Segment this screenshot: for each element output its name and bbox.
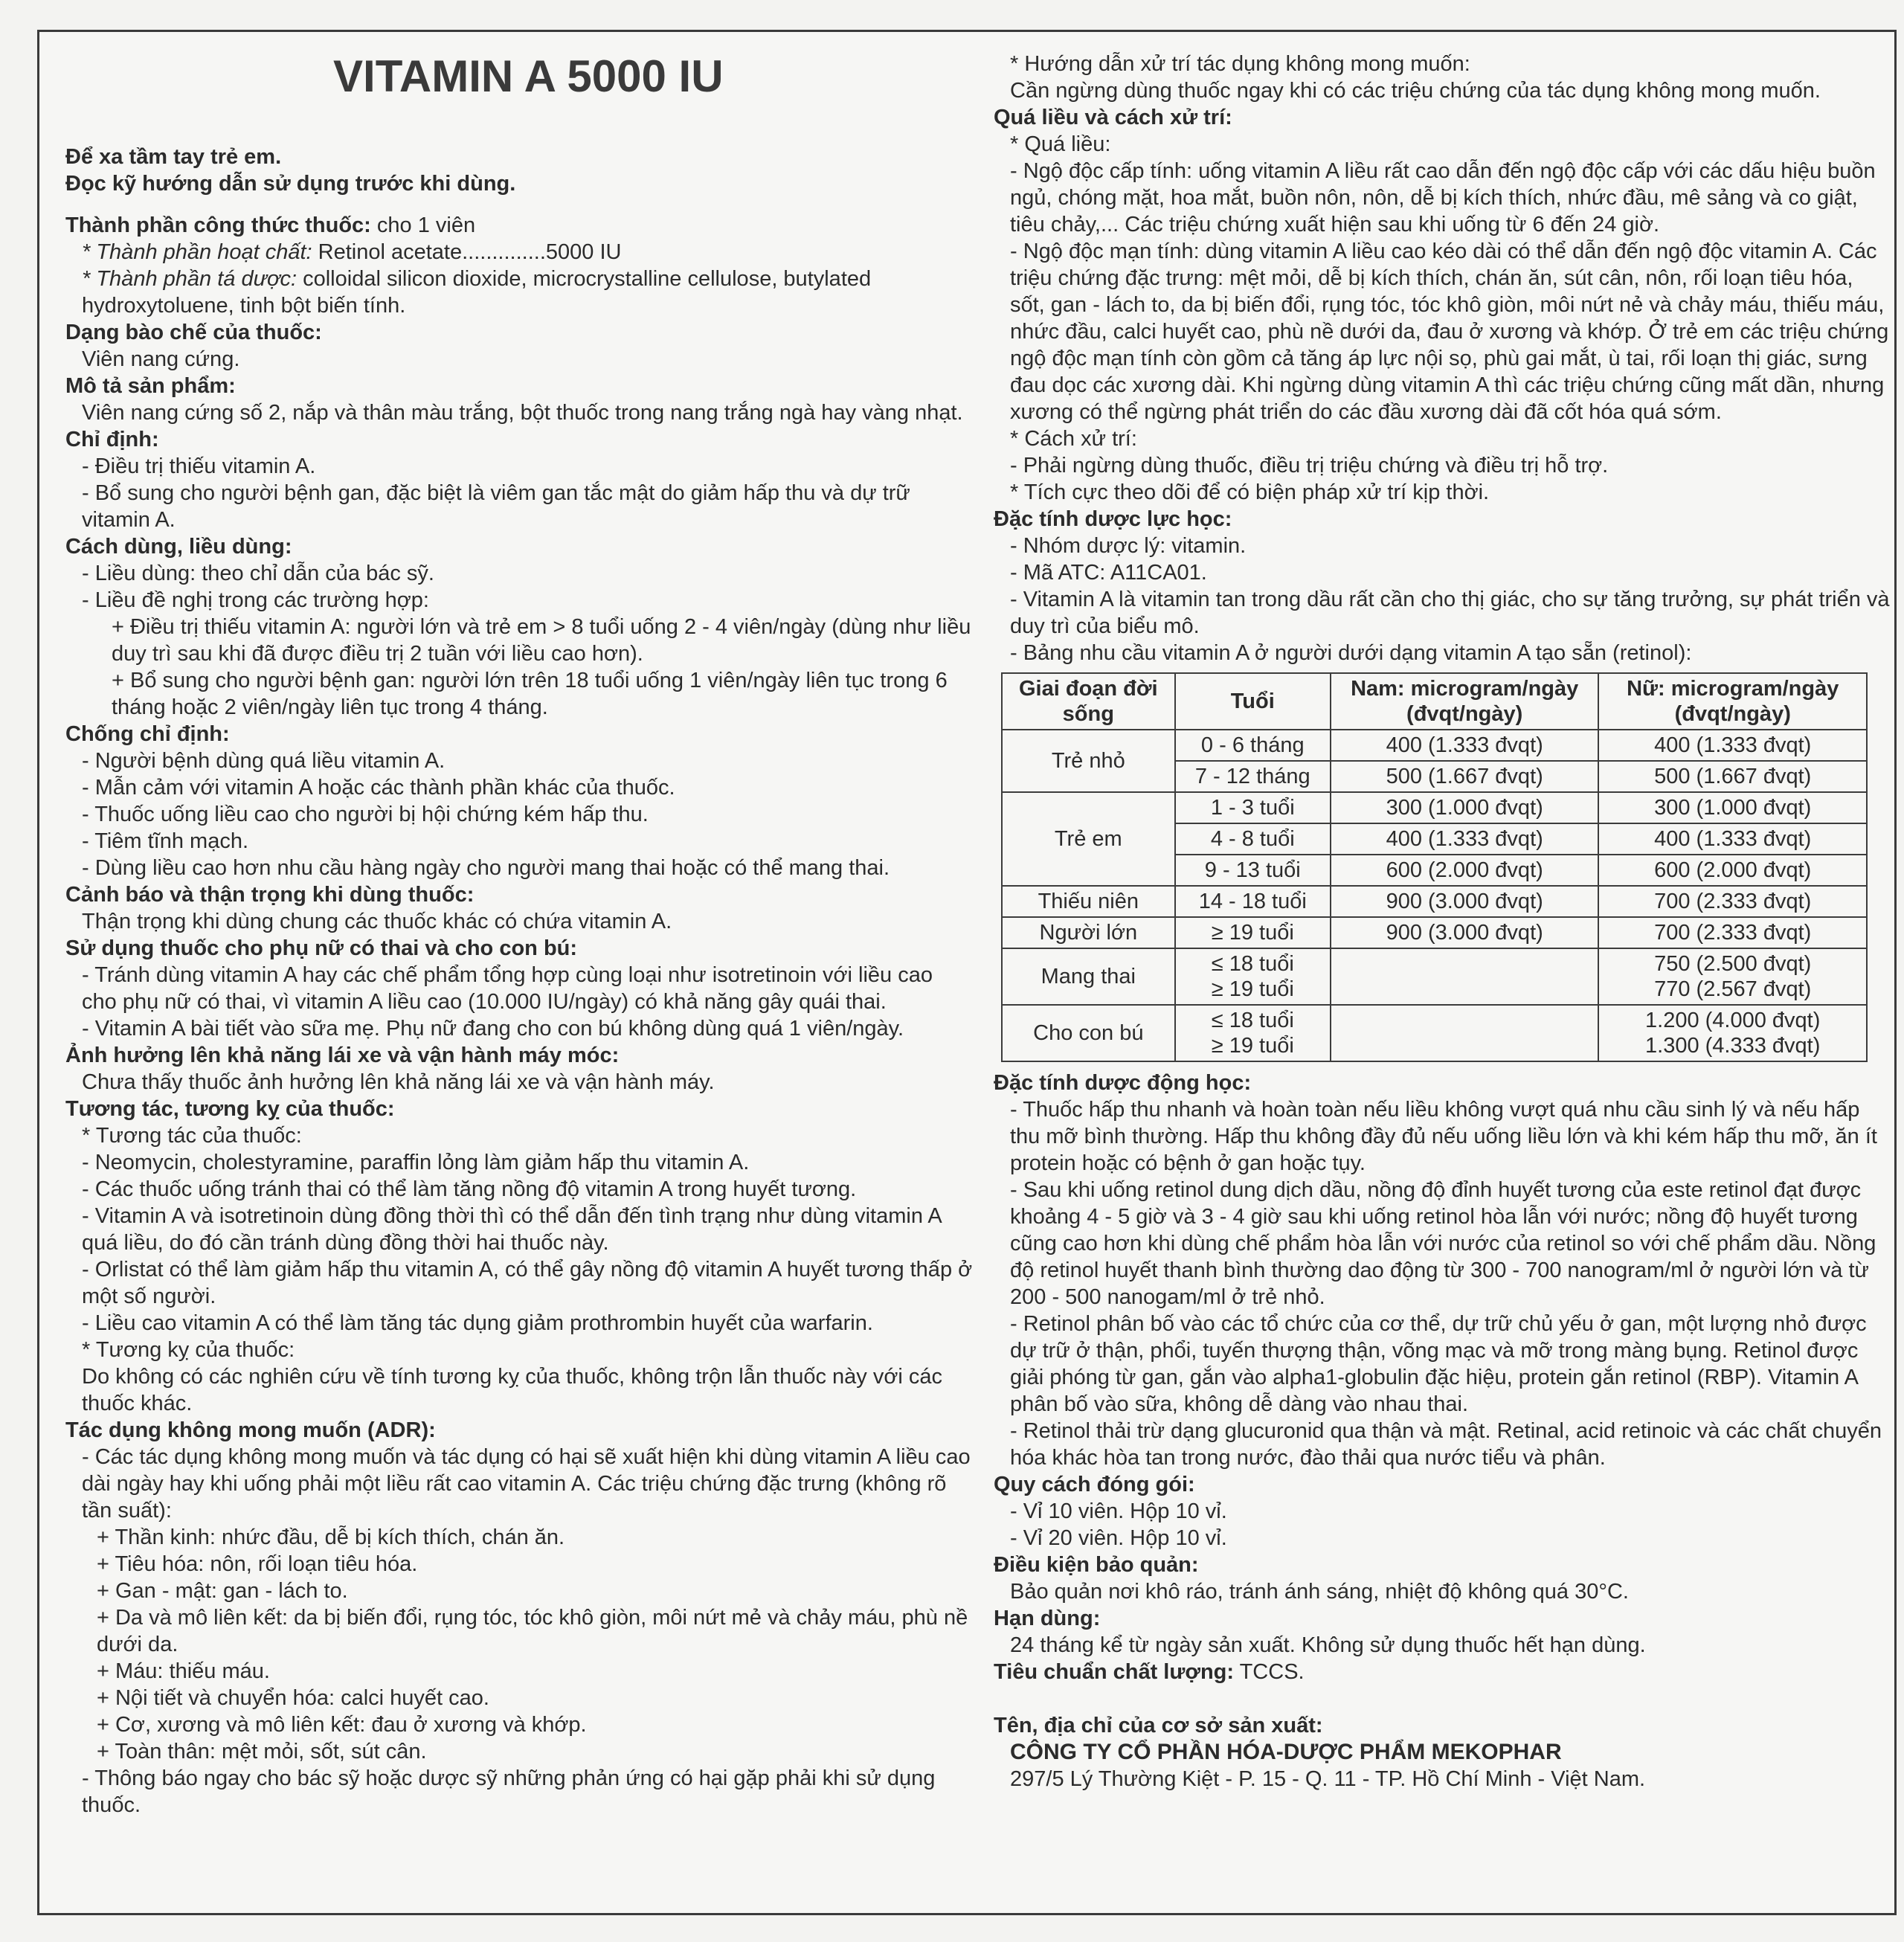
indication-item: - Bổ sung cho người bệnh gan, đặc biệt là viêm gan tắc mật do giảm hấp thu và dự trữ vitamin A. (82, 481, 910, 532)
adr-item: + Máu: thiếu máu. (97, 1659, 270, 1683)
document-title: VITAMIN A 5000 IU (333, 51, 724, 101)
storage-text: Bảo quản nơi khô ráo, tránh ánh sáng, nhiệt độ không quá 30°C. (1010, 1580, 1629, 1604)
table-cell-male: 300 (1.000 đvqt) (1331, 792, 1599, 823)
pharmacodynamics-heading: Đặc tính dược lực học: (994, 507, 1232, 531)
table-cell-stage: Trẻ nhỏ (1002, 730, 1175, 792)
female-line: 1.200 (4.000 đvqt) (1645, 1009, 1821, 1032)
interaction-item: - Liều cao vitamin A có thể làm tăng tác dụng giảm prothrombin huyết của warfarin. (82, 1311, 873, 1335)
manufacturer-name: CÔNG TY CỔ PHẦN HÓA-DƯỢC PHẨM MEKOPHAR (1010, 1740, 1562, 1764)
pharmacokinetics-item: - Thuốc hấp thu nhanh và hoàn toàn nếu liều không vượt quá nhu cầu sinh lý và nếu hấp thu mỡ bình thường. Hấp thu không đầy đủ nếu uống liều lớn và khi kém hấp thu mỡ, ăn ít protein hoặc có bệnh ở gan hoặc tụy. (1010, 1098, 1877, 1175)
overdose-item: * Tích cực theo dõi để có biện pháp xử trí kịp thời. (1010, 480, 1490, 504)
table-cell-age: 14 - 18 tuổi (1175, 886, 1331, 917)
table-cell-age: 9 - 13 tuổi (1175, 855, 1331, 886)
composition-line (65, 212, 973, 239)
caution-text: Thận trọng khi dùng chung các thuốc khác có chứa vitamin A. (82, 910, 672, 933)
pharmacokinetics-item: - Retinol thải trừ dạng glucuronid qua thận và mật. Retinal, acid retinoic và các chất chuyển hóa khác hòa tan trong nước, đào thải qua nước tiểu và phân. (1010, 1419, 1882, 1470)
table-cell-age: 4 - 8 tuổi (1175, 823, 1331, 855)
adr-item: + Cơ, xương và mô liên kết: đau ở xương và khớp. (97, 1713, 587, 1737)
description-heading: Mô tả sản phẩm: (65, 374, 236, 398)
table-cell-female: 500 (1.667 đvqt) (1598, 761, 1867, 792)
table-cell-male: 600 (2.000 đvqt) (1331, 855, 1599, 886)
table-header: Nam: microgram/ngày (đvqt/ngày) (1331, 673, 1599, 730)
table-cell-male: 900 (3.000 đvqt) (1331, 886, 1599, 917)
table-cell-female: 400 (1.333 đvqt) (1598, 730, 1867, 761)
table-cell-male: 900 (3.000 đvqt) (1331, 917, 1599, 948)
interaction-item: Do không có các nghiên cứu về tính tương kỵ của thuốc, không trộn lẫn thuốc này với các thuốc khác. (82, 1365, 942, 1415)
warning-read-instructions: Đọc kỹ hướng dẫn sử dụng trước khi dùng. (65, 172, 516, 196)
pregnancy-item: - Tránh dùng vitamin A hay các chế phẩm tổng hợp cùng loại như isotretinoin với liều cao cho phụ nữ có thai, vì vitamin A liều cao (10.000 IU/ngày) có khả năng gây quái thai. (82, 963, 933, 1014)
manufacturer-address: 297/5 Lý Thường Kiệt - P. 15 - Q. 11 - TP. Hồ Chí Minh - Việt Nam. (1010, 1767, 1646, 1791)
active-label: * Thành phần hoạt chất: (82, 240, 312, 264)
pharmacokinetics-item: - Retinol phân bố vào các tổ chức của cơ thể, dự trữ chủ yếu ở gan, một lượng nhỏ được dự trữ ở thận, phổi, tuyến thượng thận, võng mạc và mỡ trong màng bụng. Retinol được giải phóng từ gan, gắn vào alpha1-globulin đặc hiệu, protein gắn retinol (RBP). Vitamin A phân bố vào sữa, không dễ dàng vào nhau thai. (1010, 1312, 1867, 1416)
adr-item: + Gan - mật: gan - lách to. (97, 1579, 348, 1603)
table-row (1002, 917, 1867, 948)
age-line: ≤ 18 tuổi (1211, 1009, 1294, 1032)
left-column (65, 39, 973, 1819)
table-cell-age: 7 - 12 tháng (1175, 761, 1331, 792)
indications-heading: Chỉ định: (65, 428, 159, 451)
table-header: Tuổi (1175, 673, 1331, 730)
excipients (65, 266, 973, 319)
interactions-heading: Tương tác, tương kỵ của thuốc: (65, 1097, 395, 1121)
usage-item: - Liều đề nghị trong các trường hợp: (82, 588, 429, 612)
table-header-row (1002, 673, 1867, 730)
excipient-value: colloidal silicon dioxide, microcrystalline cellulose, butylated hydroxytoluene, tinh bột biến tính. (82, 267, 872, 318)
table-cell-female: 300 (1.000 đvqt) (1598, 792, 1867, 823)
table-cell-stage: Cho con bú (1002, 1005, 1175, 1061)
adr-item: + Toàn thân: mệt mỏi, sốt, sút cân. (97, 1740, 427, 1763)
quality-standard-line (994, 1659, 1894, 1685)
overdose-item: - Ngộ độc mạn tính: dùng vitamin A liều cao kéo dài có thể dẫn đến ngộ độc vitamin A. Các triệu chứng đặc trưng: mệt mỏi, dễ bị kích thích, chán ăn, sút cân, nôn, rối loạn tiêu hóa, sốt, gan - lách to, da bị biến đổi, rụng tóc, tóc khô giòn, môi nứt nẻ và chảy máu, thiếu máu, nhức đầu, calci huyết cao, phù nề dưới da, đau ở xương và khớp. Ở trẻ em các triệu chứng ngộ độc mạn tính còn gồm cả tăng áp lực nội sọ, phù gai mắt, ù tai, rối loạn thị giác, sưng đau dọc các xương dài. Khi ngừng dùng vitamin A thì các triệu chứng cũng mất dần, nhưng xương có thể ngừng phát triển do các đầu xương dài đã cốt hóa quá sớm. (1010, 239, 1889, 424)
interaction-item: * Tương tác của thuốc: (82, 1124, 302, 1148)
warning-children: Để xa tầm tay trẻ em. (65, 145, 282, 169)
adr-heading: Tác dụng không mong muốn (ADR): (65, 1418, 436, 1442)
adr-item: + Thần kinh: nhức đầu, dễ bị kích thích, chán ăn. (97, 1525, 565, 1549)
table-cell-stage: Thiếu niên (1002, 886, 1175, 917)
adr-management-heading: * Hướng dẫn xử trí tác dụng không mong muốn: (1010, 52, 1470, 76)
manufacturer-heading: Tên, địa chỉ của cơ sở sản xuất: (994, 1714, 1323, 1737)
table-cell-female: 600 (2.000 đvqt) (1598, 855, 1867, 886)
usage-item: + Bổ sung cho người bệnh gan: người lớn trên 18 tuổi uống 1 viên/ngày liên tục trong 6 tháng hoặc 2 viên/ngày liên tục trong 4 tháng. (112, 669, 948, 719)
interaction-item: - Neomycin, cholestyramine, paraffin lỏng làm giảm hấp thu vitamin A. (82, 1151, 750, 1174)
quality-standard-value: TCCS. (1234, 1660, 1305, 1684)
quality-standard-heading: Tiêu chuẩn chất lượng: (994, 1660, 1235, 1684)
usage-item: - Liều dùng: theo chỉ dẫn của bác sỹ. (82, 562, 434, 585)
table-cell-female: 400 (1.333 đvqt) (1598, 823, 1867, 855)
pharmacokinetics-heading: Đặc tính dược động học: (994, 1071, 1252, 1095)
adr-item: - Các tác dụng không mong muốn và tác dụng có hại sẽ xuất hiện khi dùng vitamin A liều cao dài ngày hay khi uống phải một liều rất cao vitamin A. Các triệu chứng đặc trưng (không rõ tần suất): (82, 1445, 971, 1523)
age-line: ≥ 19 tuổi (1211, 977, 1294, 1001)
age-line: ≤ 18 tuổi (1211, 952, 1294, 976)
table-cell-male (1331, 1005, 1599, 1061)
table-cell-male (1331, 948, 1599, 1005)
packaging-item: - Vỉ 20 viên. Hộp 10 vỉ. (1010, 1526, 1227, 1550)
contraindication-item: - Mẫn cảm với vitamin A hoặc các thành phần khác của thuốc. (82, 776, 675, 800)
table-row (1002, 792, 1867, 823)
composition-heading: Thành phần công thức thuốc: (65, 213, 371, 237)
indication-item: - Điều trị thiếu vitamin A. (82, 454, 316, 478)
driving-heading: Ảnh hưởng lên khả năng lái xe và vận hành máy móc: (65, 1044, 620, 1067)
pharmacodynamics-item: - Mã ATC: A11CA01. (1010, 561, 1207, 585)
overdose-heading: Quá liều và cách xử trí: (994, 106, 1232, 129)
pregnancy-heading: Sử dụng thuốc cho phụ nữ có thai và cho con bú: (65, 936, 578, 960)
table-cell-age: 1 - 3 tuổi (1175, 792, 1331, 823)
table-cell-stage: Mang thai (1002, 948, 1175, 1005)
table-row (1002, 730, 1867, 761)
female-line: 770 (2.567 đvqt) (1654, 977, 1812, 1001)
adr-item: + Tiêu hóa: nôn, rối loạn tiêu hóa. (97, 1552, 418, 1576)
interaction-item: * Tương kỵ của thuốc: (82, 1338, 295, 1362)
pharmacodynamics-item: - Nhóm dược lý: vitamin. (1010, 534, 1247, 558)
table-cell-age: 0 - 6 tháng (1175, 730, 1331, 761)
adr-item: + Da và mô liên kết: da bị biến đổi, rụng tóc, tóc khô giòn, môi nứt mẻ và chảy máu, phù nề dưới da. (97, 1606, 968, 1656)
table-header: Nữ: microgram/ngày (đvqt/ngày) (1598, 673, 1867, 730)
expiry-text: 24 tháng kể từ ngày sản xuất. Không sử dụng thuốc hết hạn dùng. (1010, 1633, 1646, 1657)
packaging-heading: Quy cách đóng gói: (994, 1473, 1195, 1496)
adr-item: - Thông báo ngay cho bác sỹ hoặc dược sỹ những phản ứng có hại gặp phải khi sử dụng thuốc. (82, 1766, 936, 1817)
driving-text: Chưa thấy thuốc ảnh hưởng lên khả năng lái xe và vận hành máy. (82, 1070, 715, 1094)
dosage-form-heading: Dạng bào chế của thuốc: (65, 321, 322, 344)
table-cell-age: ≥ 19 tuổi (1175, 917, 1331, 948)
active-ingredient (65, 239, 973, 266)
table-cell-male: 400 (1.333 đvqt) (1331, 823, 1599, 855)
adr-management-text: Cần ngừng dùng thuốc ngay khi có các triệu chứng của tác dụng không mong muốn. (1010, 79, 1821, 103)
usage-item: + Điều trị thiếu vitamin A: người lớn và trẻ em > 8 tuổi uống 2 - 4 viên/ngày (dùng như liều duy trì sau khi đã được điều trị 2 tuần với liều cao hơn). (112, 615, 971, 666)
overdose-item: - Phải ngừng dùng thuốc, điều trị triệu chứng và điều trị hỗ trợ. (1010, 454, 1609, 478)
pharmacodynamics-item: - Vitamin A là vitamin tan trong dầu rất cần cho thị giác, cho sự tăng trưởng, sự phát triển và duy trì của biểu mô. (1010, 588, 1890, 638)
right-column (994, 51, 1894, 1793)
overdose-item: * Quá liều: (1010, 132, 1111, 156)
table-header: Giai đoạn đời sống (1002, 673, 1175, 730)
composition-tail: cho 1 viên (370, 213, 476, 237)
interaction-item: - Vitamin A và isotretinoin dùng đồng thời thì có thể dẫn đến tình trạng như dùng vitamin A quá liều, do đó cần tránh dùng đồng thời hai thuốc này. (82, 1204, 942, 1255)
contraindication-item: - Dùng liều cao hơn nhu cầu hàng ngày cho người mang thai hoặc có thể mang thai. (82, 856, 890, 880)
table-cell-female: 700 (2.333 đvqt) (1598, 917, 1867, 948)
table-cell-age (1175, 1005, 1331, 1061)
table-cell-female (1598, 948, 1867, 1005)
age-line: ≥ 19 tuổi (1211, 1034, 1294, 1058)
expiry-heading: Hạn dùng: (994, 1607, 1101, 1630)
contraindication-item: - Người bệnh dùng quá liều vitamin A. (82, 749, 446, 773)
packaging-item: - Vỉ 10 viên. Hộp 10 vỉ. (1010, 1499, 1227, 1523)
table-row (1002, 948, 1867, 1005)
dosage-form-text: Viên nang cứng. (82, 347, 240, 371)
excipient-label: * Thành phần tá dược: (82, 267, 298, 291)
table-row (1002, 1005, 1867, 1061)
interaction-item: - Orlistat có thể làm giảm hấp thu vitamin A, có thể gây nồng độ vitamin A huyết tương thấp ở một số người. (82, 1258, 973, 1308)
adr-item: + Nội tiết và chuyển hóa: calci huyết cao. (97, 1686, 489, 1710)
usage-heading: Cách dùng, liều dùng: (65, 535, 292, 559)
storage-heading: Điều kiện bảo quản: (994, 1553, 1199, 1577)
contraindication-item: - Tiêm tĩnh mạch. (82, 829, 249, 853)
table-cell-male: 400 (1.333 đvqt) (1331, 730, 1599, 761)
female-line: 750 (2.500 đvqt) (1654, 952, 1812, 976)
interaction-item: - Các thuốc uống tránh thai có thể làm tăng nồng độ vitamin A trong huyết tương. (82, 1177, 857, 1201)
overdose-item: * Cách xử trí: (1010, 427, 1137, 451)
table-cell-age (1175, 948, 1331, 1005)
active-value: Retinol acetate..............5000 IU (312, 240, 622, 264)
pregnancy-item: - Vitamin A bài tiết vào sữa mẹ. Phụ nữ đang cho con bú không dùng quá 1 viên/ngày. (82, 1017, 904, 1041)
table-cell-female: 700 (2.333 đvqt) (1598, 886, 1867, 917)
pharmacokinetics-item: - Sau khi uống retinol dung dịch dầu, nồng độ đỉnh huyết tương của este retinol đạt được khoảng 4 - 5 giờ và 3 - 4 giờ sau khi uống retinol hòa lẫn với nước; nồng độ huyết tương cũng cao hơn khi dùng chế phẩm hòa lẫn với nước của retinol so với chế phẩm dầu. Nồng độ retinol huyết thanh bình thường dao động từ 300 - 700 nanogram/ml ở người lớn và từ 200 - 500 nanogam/ml ở trẻ nhỏ. (1010, 1178, 1876, 1309)
contraindications-heading: Chống chỉ định: (65, 722, 230, 746)
table-cell-stage: Trẻ em (1002, 792, 1175, 886)
pharmacodynamics-item: - Bảng nhu cầu vitamin A ở người dưới dạng vitamin A tạo sẵn (retinol): (1010, 641, 1692, 665)
leaflet-sheet (37, 30, 1897, 1915)
contraindication-item: - Thuốc uống liều cao cho người bị hội chứng kém hấp thu. (82, 803, 649, 826)
description-text: Viên nang cứng số 2, nắp và thân màu trắng, bột thuốc trong nang trắng ngà hay vàng nhạt. (82, 401, 963, 425)
overdose-item: - Ngộ độc cấp tính: uống vitamin A liều rất cao dẫn đến ngộ độc cấp với các dấu hiệu buồn ngủ, chóng mặt, hoa mắt, buồn nôn, nôn, dễ bị kích thích, nhức đầu, mê sảng và co giật, tiêu chảy,... Các triệu chứng xuất hiện sau khi uống từ 6 đến 24 giờ. (1010, 159, 1876, 237)
caution-heading: Cảnh báo và thận trọng khi dùng thuốc: (65, 883, 475, 907)
vitamin-a-requirement-table (1001, 672, 1868, 1062)
table-cell-stage: Người lớn (1002, 917, 1175, 948)
table-row (1002, 886, 1867, 917)
female-line: 1.300 (4.333 đvqt) (1645, 1034, 1821, 1058)
table-cell-female (1598, 1005, 1867, 1061)
table-cell-male: 500 (1.667 đvqt) (1331, 761, 1599, 792)
